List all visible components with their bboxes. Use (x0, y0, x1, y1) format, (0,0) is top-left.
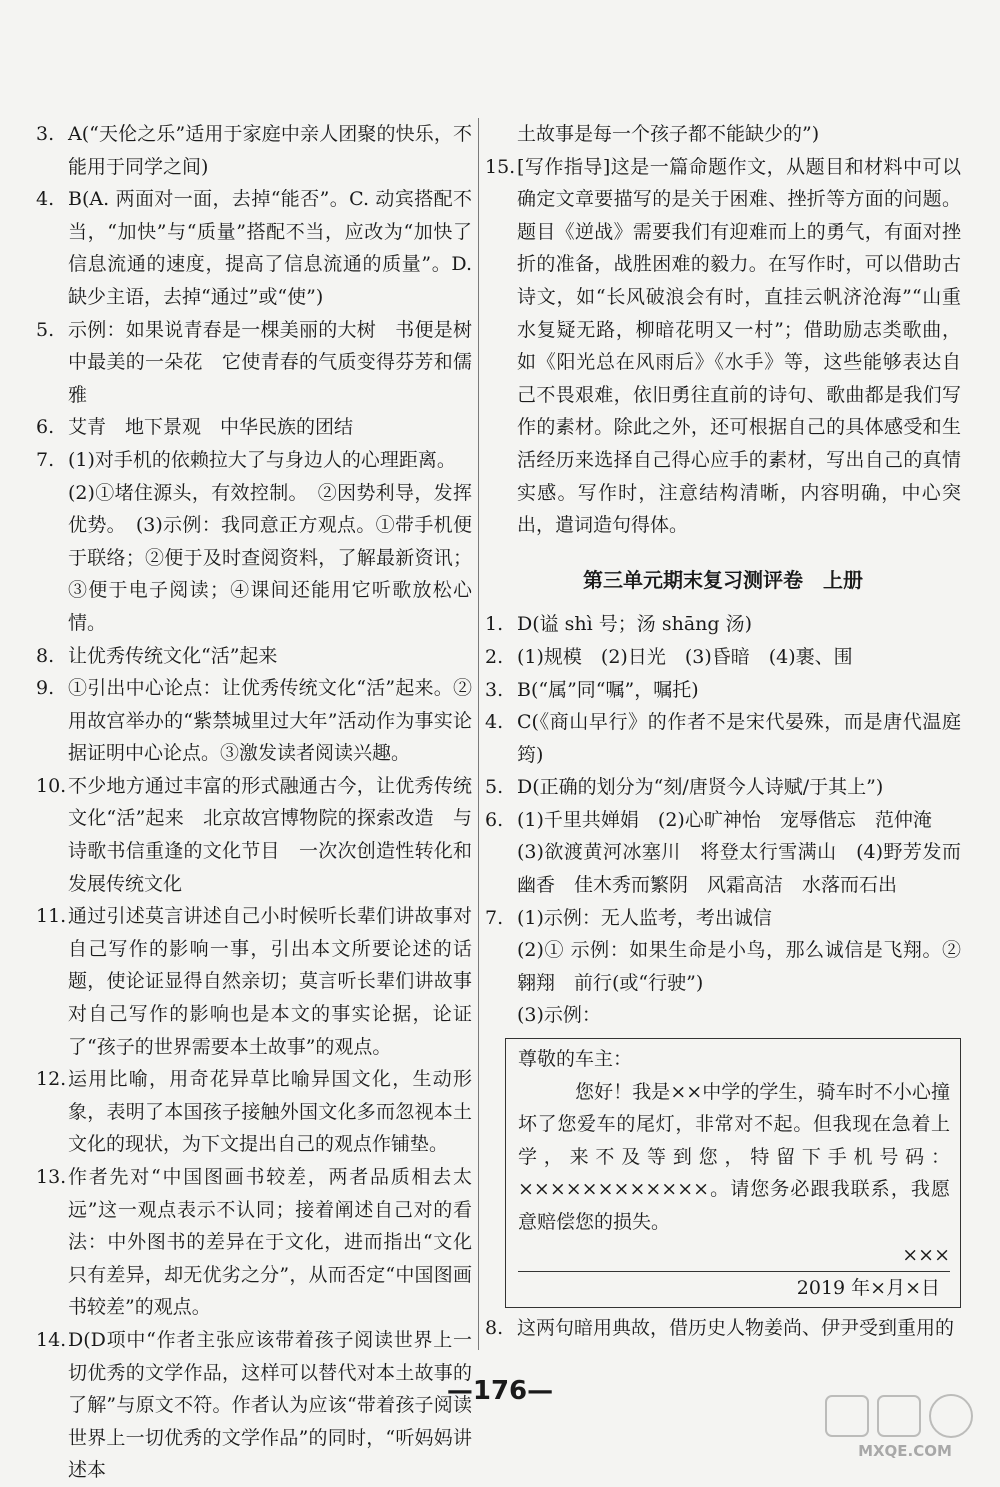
answer-number: 15. (485, 155, 516, 178)
page-number: —176— (446, 1376, 554, 1406)
answer-item (485, 608, 961, 641)
answer-item (485, 1312, 961, 1345)
answer-text: [写作指导]这是一篇命题作文，从题目和材料中可以确定文章要描写的是关于困难、挫折等方面的问题。题目《逆战》需要我们有迎难而上的勇气，有面对挫折的准备，战胜困难的毅力。在写作时，可以借助古诗文，如“长风破浪会有时，直挂云帆济沧海”“山重水复疑无路，柳暗花明又一村”；借助励志类歌曲，如《阳光总在风雨后》《水手》等，这些能够表达自己不畏艰难，依旧勇往直前的诗句、歌曲都是我们写作的素材。除此之外，还可根据自己的具体感受和生活经历来选择自己得心应手的素材，写出自己的真情实感。写作时，注意结构清晰，内容明确，中心突出，遣词造句得体。 (517, 155, 961, 537)
answer-number: 7. (36, 448, 55, 471)
section-title: 第三单元期末复习测评卷 上册 (583, 567, 863, 592)
answer-continued-text: (2)①堵住源头，有效控制。 ②因势利导，发挥优势。 (3)示例：我同意正方观点。①带手机便于联络；②便于及时查阅资料，了解最新资讯；③便于电子阅读；④课间还能用它听歌放松心情。 (68, 481, 472, 634)
answer-item (36, 672, 472, 770)
answers-unit-continued (485, 151, 961, 542)
answer-text: 让优秀传统文化“活”起来 (68, 644, 278, 667)
answer-number: 3. (485, 678, 504, 701)
answer-number: 11. (36, 905, 67, 928)
answers-unit-three (485, 608, 961, 1032)
answer-continued-text: (2)① 示例：如果生命是小鸟，那么诚信是飞翔。②翱翔 前行(或“行驶”) (517, 939, 961, 994)
answer-item (485, 771, 961, 804)
answer-text: 不少地方通过丰富的形式融通古今，让优秀传统文化“活”起来 北京故宫博物院的探索改造 与诗歌书信重逢的文化节目 一次次创造性转化和发展传统文化 (68, 774, 472, 895)
answer-number: 1. (485, 613, 504, 636)
watermark-logo (820, 1392, 990, 1464)
sample-letter-box (505, 1038, 961, 1308)
answer-text: C(《商山早行》的作者不是宋代晏殊，而是唐代温庭筠) (517, 711, 961, 766)
answer-number: 14. (36, 1328, 67, 1351)
answer-item (36, 770, 472, 900)
answer-item (36, 1063, 472, 1161)
answer-number: 9. (36, 677, 55, 700)
continuation-text: 土故事是每一个孩子都不能缺少的”) (517, 123, 820, 145)
answer-text: (1)千里共婵娟 (2)心旷神怡 宠辱偕忘 范仲淹 (517, 808, 932, 831)
answer-text: 这两句暗用典故，借历史人物姜尚、伊尹受到重用的 (517, 1316, 955, 1339)
answer-number: 10. (36, 774, 67, 797)
answer-item (36, 118, 472, 183)
answer-number: 4. (485, 711, 504, 734)
answer-text: 作者先对“中国图画书较差，两者品质相去太远”这一观点表示不认同；接着阐述自己对的看法：中外图书的差异在于文化，进而指出“文化只有差异，却无优劣之分”，从而否定“中国图画书较差”的观点。 (68, 1166, 472, 1319)
answer-text: (1)规模 (2)日光 (3)昏暗 (4)裹、围 (517, 645, 853, 668)
answer-number: 2. (485, 645, 504, 668)
answer-text: A(“天伦之乐”适用于家庭中亲人团聚的快乐，不能用于同学之间) (68, 123, 472, 178)
answer-item (485, 999, 961, 1032)
answer-item (485, 641, 961, 674)
answer-text: 通过引述莫言讲述自己小时候听长辈们讲故事对自己写作的影响一事，引出本文所要论述的话题，使论证显得自然亲切；莫言听长辈们讲故事对自己写作的影响也是本文的事实论据，论证了“孩子的世界需要本土故事”的观点。 (68, 905, 472, 1058)
answer-item (36, 640, 472, 673)
answer-item (36, 411, 472, 444)
answer-continued-text: (3)欲渡黄河冰塞川 将登太行雪满山 (4)野芳发而幽香 佳木秀而繁阴 风霜高洁 水落而石出 (517, 841, 961, 897)
answer-number: 5. (485, 776, 504, 799)
answer-text: (1)对手机的依赖拉大了与身边人的心理距离。 (68, 448, 456, 471)
answer-text: D(D项中“作者主张应该带着孩子阅读世界上一切优秀的文学作品，这样可以替代对本土故事的了解”与原文不符。作者认为应该“带着孩子阅读世界上一切优秀的文学作品”的同时，“听妈妈讲述本 (68, 1328, 472, 1482)
answer-item (485, 706, 961, 771)
left-column (36, 118, 472, 1487)
answer-text: D(正确的划分为“刻/唐贤今人诗赋/于其上”) (517, 776, 884, 799)
answer-number: 6. (485, 808, 504, 831)
letter-date: 2019 年×月×日 (518, 1271, 950, 1305)
answer-text: B(“属”同“嘱”，嘱托) (517, 678, 699, 701)
answer-number: 8. (36, 644, 55, 667)
answer-continued-text: (3)示例： (517, 1004, 601, 1027)
answers-unit-three-more (485, 1312, 961, 1345)
answer-item (36, 314, 472, 412)
answer-text: D(谥 shì 号；汤 shāng 汤) (517, 613, 752, 636)
answer-number: 4. (36, 188, 55, 211)
answer-text: 艾青 地下景观 中华民族的团结 (68, 416, 354, 439)
answer-item (485, 902, 961, 1000)
answer-text: ①引出中心论点：让优秀传统文化“活”起来。②用故宫举办的“紫禁城里过大年”活动作为事实论据证明中心论点。③激发读者阅读兴趣。 (68, 677, 472, 765)
answer-number: 3. (36, 123, 55, 145)
answer-item (485, 674, 961, 707)
answer-item (36, 183, 472, 313)
watermark-url: MXQE.COM (858, 1442, 952, 1460)
letter-greeting: 尊敬的车主： (518, 1048, 633, 1071)
answer-item (485, 804, 961, 902)
right-column (485, 118, 961, 1344)
answer-text: B(A. 两面对一面，去掉“能否”。C. 动宾搭配不当，“加快”与“质量”搭配不当，应改为“加快了信息流通的速度，提高了信息流通的质量”。D. 缺少主语，去掉“通过”或“使”) (68, 188, 472, 308)
answer-number: 13. (36, 1166, 67, 1188)
answer-text: 示例：如果说青春是一棵美丽的大树 书便是树中最美的一朵花 它使青春的气质变得芬芳和儒雅 (68, 318, 472, 406)
letter-signature: ××× (902, 1243, 950, 1266)
answer-text: 运用比喻，用奇花异草比喻异国文化，生动形象，表明了本国孩子接触外国文化多而忽视本土文化的现状，为下文提出自己的观点作铺垫。 (68, 1068, 472, 1156)
answer-number: 8. (485, 1316, 504, 1339)
answer-item (36, 1161, 472, 1324)
answer-number: 12. (36, 1068, 67, 1091)
answer-number: 5. (36, 318, 55, 341)
answer-item (36, 444, 472, 640)
answer-number: 6. (36, 416, 55, 439)
answer-item (36, 900, 472, 1063)
answer-number: 7. (485, 906, 504, 929)
answer-item (485, 151, 961, 542)
answer-text: (1)示例：无人监考，考出诚信 (517, 906, 772, 929)
letter-body: 您好！我是××中学的学生，骑车时不小心撞坏了您爱车的尾灯，非常对不起。但我现在急着上学，来不及等到您，特留下手机号码：××××××××××××。请您务必跟我联系，我愿意赔偿您的损失。 (518, 1080, 950, 1233)
column-divider (478, 118, 479, 1350)
